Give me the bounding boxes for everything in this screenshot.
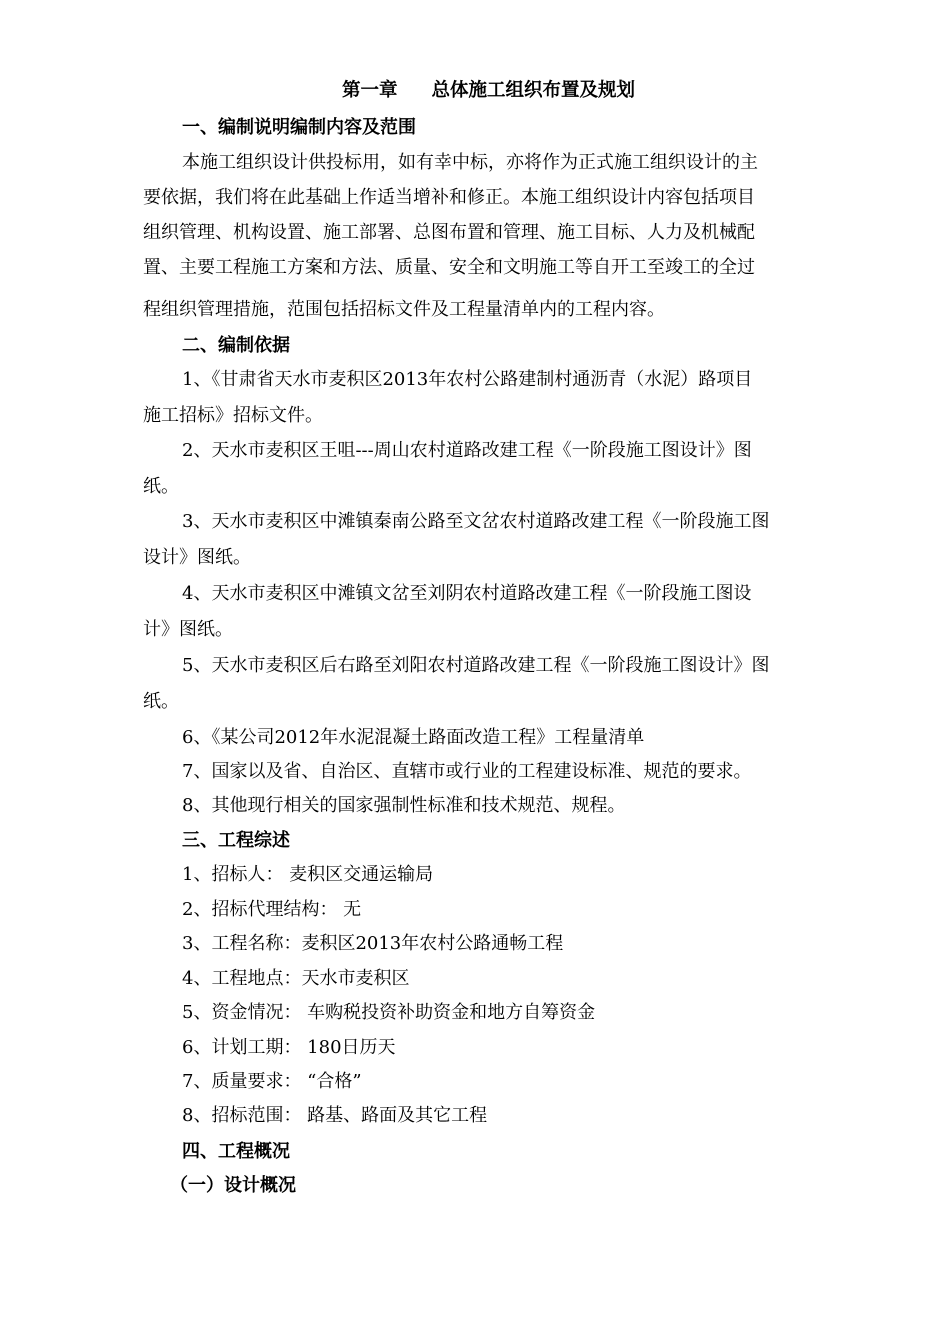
section1-heading: 一、编制说明编制内容及范围 xyxy=(182,117,416,138)
section1-line: 程组织管理措施，范围包括招标文件及工程量清单内的工程内容。 xyxy=(143,299,665,320)
section4-heading: 四、工程概况 xyxy=(182,1141,290,1162)
section1-line: 置、主要工程施工方案和方法、质量、安全和文明施工等自开工至竣工的全过 xyxy=(143,257,755,278)
overview-item: 4、工程地点：天水市麦积区 xyxy=(182,968,410,989)
basis-item-line1: 3、天水市麦积区中滩镇秦南公路至文岔农村道路改建工程《一阶段施工图 xyxy=(182,511,770,532)
section1-line: 要依据，我们将在此基础上作适当增补和修正。本施工组织设计内容包括项目 xyxy=(143,187,755,208)
overview-item: 1、招标人： 麦积区交通运输局 xyxy=(182,864,434,885)
overview-item: 8、招标范围： 路基、路面及其它工程 xyxy=(182,1105,488,1126)
basis-item-line1: 7、国家以及省、自治区、直辖市或行业的工程建设标准、规范的要求。 xyxy=(182,761,752,782)
basis-item-line1: 6、《某公司2012年水泥混凝土路面改造工程》工程量清单 xyxy=(182,727,645,748)
overview-item: 2、招标代理结构： 无 xyxy=(182,899,362,920)
section1-line: 组织管理、机构设置、施工部署、总图布置和管理、施工目标、人力及机械配 xyxy=(143,222,755,243)
section3-heading: 三、工程综述 xyxy=(182,830,290,851)
overview-item: 5、资金情况： 车购税投资补助资金和地方自筹资金 xyxy=(182,1002,596,1023)
basis-item-line1: 5、天水市麦积区后右路至刘阳农村道路改建工程《一阶段施工图设计》图 xyxy=(182,655,770,676)
chapter-title xyxy=(342,79,635,103)
basis-item-line1: 8、其他现行相关的国家强制性标准和技术规范、规程。 xyxy=(182,795,626,816)
basis-item-line2: 计》图纸。 xyxy=(143,619,233,640)
overview-item: 7、质量要求： “合格” xyxy=(182,1071,362,1092)
basis-item-line1: 2、天水市麦积区王咀---周山农村道路改建工程《一阶段施工图设计》图 xyxy=(182,440,752,461)
section1-line: 本施工组织设计供投标用，如有幸中标，亦将作为正式施工组织设计的主 xyxy=(182,152,758,173)
basis-item-line2: 施工招标》招标文件。 xyxy=(143,405,323,426)
chapter-number: 第一章 xyxy=(342,80,398,101)
chapter-name: 总体施工组织布置及规划 xyxy=(431,80,636,101)
basis-item-line2: 纸。 xyxy=(143,691,179,712)
basis-item-line1: 1、《甘肃省天水市麦积区2013年农村公路建制村通沥青（水泥）路项目 xyxy=(182,369,753,390)
basis-item-line2: 纸。 xyxy=(143,476,179,497)
basis-item-line2: 设计》图纸。 xyxy=(143,547,251,568)
section4-subheading: （一）设计概况 xyxy=(170,1175,296,1196)
overview-item: 3、工程名称：麦积区2013年农村公路通畅工程 xyxy=(182,933,564,954)
section2-heading: 二、编制依据 xyxy=(182,335,290,356)
overview-item: 6、计划工期： 180日历天 xyxy=(182,1037,396,1058)
basis-item-line1: 4、天水市麦积区中滩镇文岔至刘阴农村道路改建工程《一阶段施工图设 xyxy=(182,583,752,604)
